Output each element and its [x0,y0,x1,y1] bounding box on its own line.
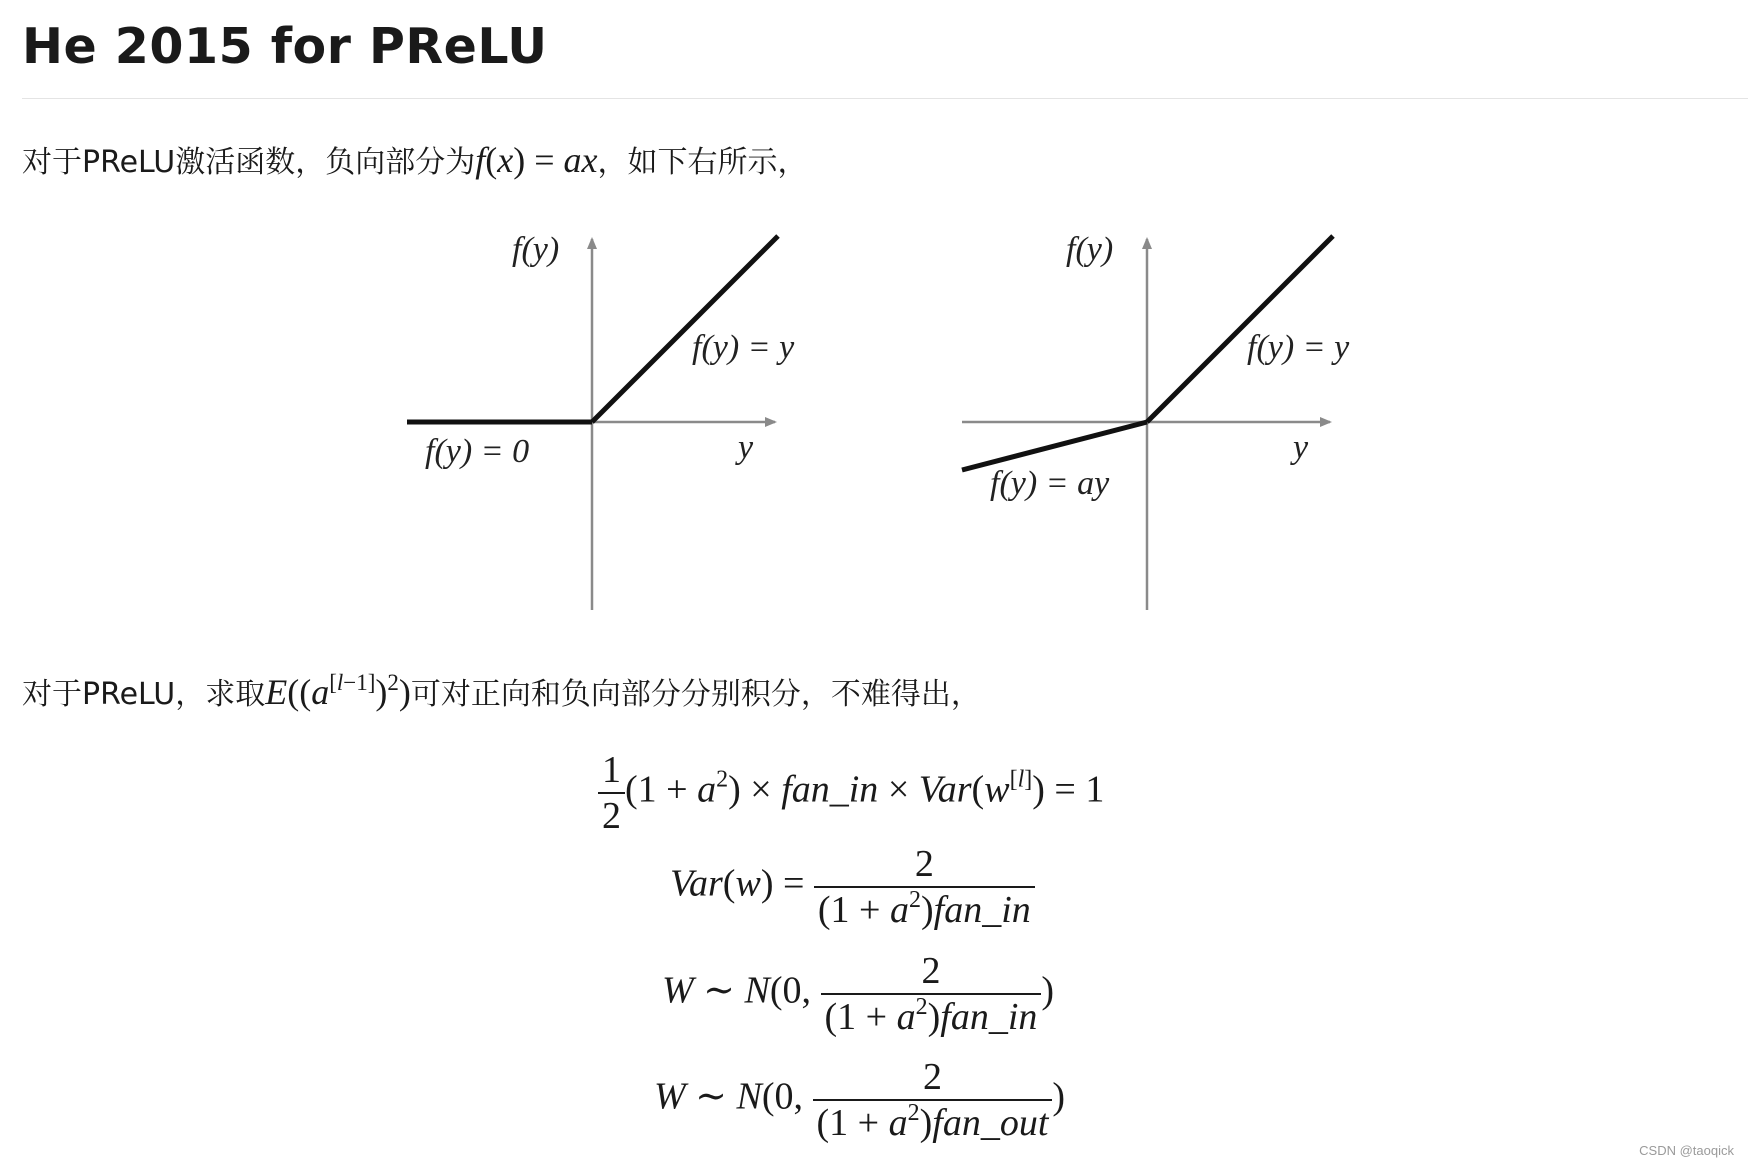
equation-1: $\frac{1}{2}$ $(1 + a^2)$ × fan_in × Var(w[l]) = 1 [598,748,1104,838]
prelu-positive-label: f(y) = y [1247,329,1350,366]
relu-negative-label: f(y) = 0 [425,433,530,470]
prelu-x-label: y [1293,429,1309,466]
paragraph-derivation: 对于PReLU，求取$E((a[l-1])^2)$可对正向和负向部分分别积分，不难得出， [22,670,981,712]
relu-plot [407,231,795,610]
title-divider [22,98,1748,99]
equation-3: W ∼ N(0, $\frac{2}{(1 + a^2)fan\_in}$ ) [662,950,1055,1038]
paragraph-intro: 对于PReLU激活函数，负向部分为f(x) = ax，如下右所示， [22,140,808,180]
paragraph-derivation-prefix: 对于PReLU，求取 [22,677,266,712]
inline-formula-expectation: E [265,672,288,712]
relu-prelu-figure [0,215,1748,615]
prelu-negative-branch [962,422,1147,470]
paragraph-intro-suffix: ，如下右所示， [597,145,808,180]
equation-2: Var(w) = $\frac{2}{(1 + a^2)fan\_in}$ [670,842,1035,932]
paragraph-intro-prefix: 对于PReLU激活函数，负向部分为 [22,145,476,180]
relu-positive-label: f(y) = y [692,329,795,366]
equation-4: W ∼ N(0, $\frac{2}{(1 + a^2)fan\_out}$ ) [654,1056,1066,1144]
inline-formula-negative-part: f [475,140,486,180]
prelu-plot [962,231,1350,610]
relu-y-label: f(y) [512,231,560,268]
relu-x-label: y [738,429,754,466]
prelu-y-label: f(y) [1066,231,1114,268]
paragraph-derivation-suffix: 可对正向和负向部分分别积分，不难得出， [410,677,981,712]
prelu-negative-label: f(y) = ay [990,465,1110,502]
page-title: He 2015 for PReLU [22,18,548,75]
watermark: CSDN @taoqick [1639,1143,1734,1158]
